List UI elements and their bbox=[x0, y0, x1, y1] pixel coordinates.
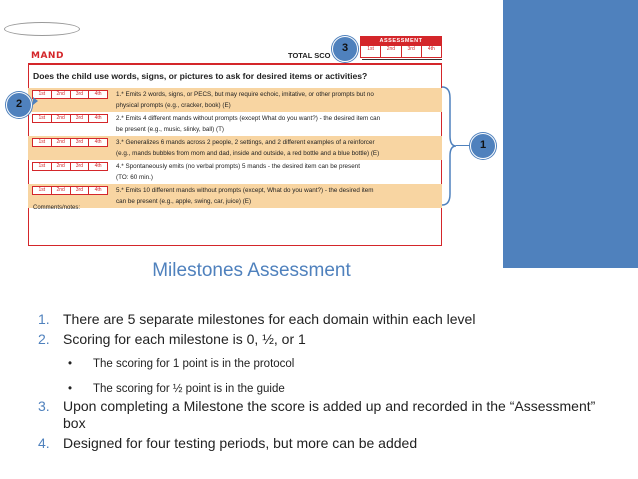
form-question: Does the child use words, signs, or pictures to ask for desired items or activities? bbox=[33, 71, 368, 81]
comments-label: Comments/notes: bbox=[33, 205, 81, 211]
assessment-box bbox=[360, 36, 442, 58]
milestone-text bbox=[116, 160, 442, 184]
milestone-line: 3.* Generalizes 6 mands across 2 people, 2 settings, and 2 different examples of a reinforcer bbox=[116, 139, 375, 146]
milestone-row bbox=[28, 112, 442, 136]
list-number: 4. bbox=[38, 435, 50, 451]
list-text: Upon completing a Milestone the score is added up and recorded in the “Assessment” box bbox=[63, 398, 596, 431]
assessment-col: 3rd bbox=[402, 46, 422, 57]
milestone-line: be present (e.g., music, slinky, ball) (T) bbox=[116, 126, 225, 133]
grid-col: 1st bbox=[33, 115, 52, 122]
sub-list-text: The scoring for ½ point is in the guide bbox=[93, 383, 285, 395]
callout-badge-2: 2 bbox=[6, 92, 32, 118]
milestone-text bbox=[116, 184, 442, 208]
decorative-oval bbox=[4, 22, 80, 36]
grid-col: 4th bbox=[94, 91, 102, 97]
sub-list-item bbox=[38, 357, 618, 371]
grid-col: 3rd bbox=[71, 139, 90, 146]
callout-2-arrow bbox=[33, 97, 38, 105]
grid-col: 4th bbox=[94, 187, 102, 193]
milestone-text bbox=[116, 136, 442, 160]
milestone-text bbox=[116, 88, 442, 112]
grid-col: 1st bbox=[33, 163, 52, 170]
numbered-list bbox=[38, 311, 618, 452]
list-number: 3. bbox=[38, 398, 50, 414]
grid-col: 4th bbox=[94, 139, 102, 145]
score-grid bbox=[32, 114, 108, 123]
score-grid bbox=[32, 138, 108, 147]
grid-col: 1st bbox=[33, 91, 52, 98]
score-grid bbox=[32, 90, 108, 99]
milestone-row bbox=[28, 160, 442, 184]
callout-badge-1: 1 bbox=[470, 133, 496, 159]
grid-col: 2nd bbox=[52, 187, 71, 194]
grid-col: 3rd bbox=[71, 187, 90, 194]
assessment-col: 1st bbox=[361, 46, 381, 57]
assessment-col: 2nd bbox=[381, 46, 401, 57]
list-item bbox=[38, 435, 618, 452]
milestone-line: 4.* Spontaneously emits (no verbal prompts) 5 mands - the desired item can be present bbox=[116, 163, 360, 170]
grid-col: 3rd bbox=[71, 91, 90, 98]
list-text: There are 5 separate milestones for each domain within each level bbox=[63, 311, 476, 327]
grid-col: 2nd bbox=[52, 163, 71, 170]
callout-1-connector bbox=[456, 145, 470, 146]
total-score-line bbox=[362, 59, 442, 60]
sub-list-item bbox=[38, 382, 618, 396]
grid-col: 4th bbox=[94, 163, 102, 169]
list-text: Scoring for each milestone is 0, ½, or 1 bbox=[63, 331, 306, 347]
milestone-line: (TO: 60 min.) bbox=[116, 174, 153, 181]
blue-side-panel bbox=[503, 0, 638, 268]
milestone-line: 1.* Emits 2 words, signs, or PECS, but may require echoic, imitative, or other prompts but no bbox=[116, 91, 374, 98]
assessment-label: ASSESSMENT bbox=[361, 37, 441, 46]
slide-heading: Milestones Assessment bbox=[152, 260, 351, 281]
milestone-row bbox=[28, 136, 442, 160]
sub-list-text: The scoring for 1 point is in the protocol bbox=[93, 358, 295, 370]
grid-col: 2nd bbox=[52, 115, 71, 122]
domain-title: MAND bbox=[31, 51, 64, 61]
milestone-line: 5.* Emits 10 different mands without prompts (except, What do you want?) - the desired item bbox=[116, 187, 374, 194]
list-item bbox=[38, 331, 618, 348]
grid-col: 1st bbox=[33, 187, 52, 194]
milestone-text bbox=[116, 112, 442, 136]
grid-col: 2nd bbox=[52, 139, 71, 146]
callout-badge-3: 3 bbox=[332, 36, 358, 62]
score-grid bbox=[32, 186, 108, 195]
list-item bbox=[38, 311, 618, 328]
assessment-col: 4th bbox=[427, 46, 435, 52]
list-text: Designed for four testing periods, but more can be added bbox=[63, 435, 418, 451]
assessment-columns bbox=[361, 46, 441, 57]
bullet-icon: • bbox=[68, 358, 73, 370]
list-item bbox=[38, 398, 618, 432]
milestone-line: (e.g., mands bubbles from mom and dad, inside and outside, a red bottle and a blue bottle) (E) bbox=[116, 150, 380, 157]
milestone-line: physical prompts (e.g., cracker, book) (E) bbox=[116, 102, 231, 109]
score-grid bbox=[32, 162, 108, 171]
grid-col: 3rd bbox=[71, 115, 90, 122]
list-number: 2. bbox=[38, 331, 50, 347]
milestone-row bbox=[28, 184, 442, 208]
total-score-label: TOTAL SCO bbox=[288, 51, 331, 60]
grid-col: 2nd bbox=[52, 91, 71, 98]
grid-col: 3rd bbox=[71, 163, 90, 170]
list-number: 1. bbox=[38, 311, 50, 327]
milestone-line: can be present (e.g., apple, swing, car, juice) (E) bbox=[116, 198, 252, 205]
milestone-line: 2.* Emits 4 different mands without prompts (except What do you want?) - the desired item can bbox=[116, 115, 381, 122]
milestone-row bbox=[28, 88, 442, 112]
grid-col: 1st bbox=[33, 139, 52, 146]
brace-annotation bbox=[440, 86, 456, 206]
grid-col: 4th bbox=[94, 115, 102, 121]
bullet-icon: • bbox=[68, 383, 73, 395]
